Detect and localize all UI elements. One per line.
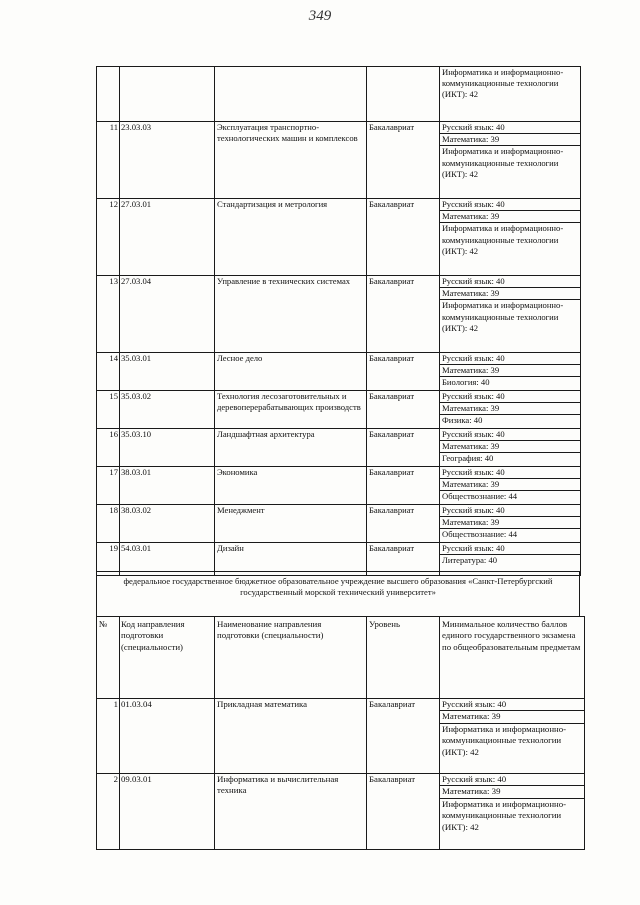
row-number: 16 bbox=[97, 429, 120, 467]
level: Бакалавриат bbox=[367, 429, 440, 467]
direction-name: Эксплуатация транспортно-технологических машин и комплексов bbox=[215, 122, 367, 199]
subject-score: Литература: 40 bbox=[442, 555, 498, 566]
subject-score: Информатика и информационно-коммуникационные технологии (ИКТ): 42 bbox=[442, 723, 567, 757]
direction-code: 35.03.10 bbox=[120, 429, 215, 467]
direction-name: Стандартизация и метрология bbox=[215, 199, 367, 276]
table-row bbox=[97, 505, 581, 543]
level: Бакалавриат bbox=[367, 467, 440, 505]
subject-scores bbox=[440, 199, 581, 276]
subject-score: Математика: 39 bbox=[440, 517, 580, 529]
table-row bbox=[97, 276, 581, 353]
header-name: Наименование направления подготовки (специальности) bbox=[215, 617, 367, 699]
row-number: 2 bbox=[97, 774, 120, 850]
row-number: 12 bbox=[97, 199, 120, 276]
subject-score: Информатика и информационно-коммуникационные технологии (ИКТ): 42 bbox=[442, 300, 564, 333]
subject-score: Русский язык: 40 bbox=[440, 543, 580, 555]
page-number: 349 bbox=[308, 8, 332, 24]
table-row bbox=[97, 391, 581, 429]
subject-score: Биология: 40 bbox=[442, 377, 490, 388]
table-row bbox=[97, 699, 585, 774]
direction-code: 35.03.01 bbox=[120, 353, 215, 391]
subject-score: Русский язык: 40 bbox=[440, 276, 580, 288]
direction-name: Менеджмент bbox=[215, 505, 367, 543]
row-number bbox=[97, 67, 120, 122]
direction-name: Экономика bbox=[215, 467, 367, 505]
subject-score: Информатика и информационно-коммуникационные технологии (ИКТ): 42 bbox=[442, 798, 567, 832]
table-row bbox=[97, 67, 581, 122]
level bbox=[367, 67, 440, 122]
subject-scores bbox=[440, 467, 581, 505]
table-header-row bbox=[97, 617, 585, 699]
subject-score: Русский язык: 40 bbox=[440, 122, 580, 134]
row-number: 13 bbox=[97, 276, 120, 353]
direction-name: Дизайн bbox=[215, 543, 367, 576]
subject-score: Математика: 39 bbox=[440, 403, 580, 415]
direction-code: 38.03.01 bbox=[120, 467, 215, 505]
direction-code: 38.03.02 bbox=[120, 505, 215, 543]
subject-score: Математика: 39 bbox=[440, 211, 580, 223]
row-number: 19 bbox=[97, 543, 120, 576]
level: Бакалавриат bbox=[367, 774, 440, 850]
table-row bbox=[97, 774, 585, 850]
row-number: 1 bbox=[97, 699, 120, 774]
table-row bbox=[97, 429, 581, 467]
subject-score: Физика: 40 bbox=[442, 415, 483, 426]
subject-score: Обществознание: 44 bbox=[442, 491, 518, 502]
subject-score: Русский язык: 40 bbox=[440, 199, 580, 211]
subject-score: Русский язык: 40 bbox=[440, 505, 580, 517]
table-row bbox=[97, 199, 581, 276]
subject-score: Русский язык: 40 bbox=[440, 353, 580, 365]
subject-scores bbox=[440, 122, 581, 199]
level: Бакалавриат bbox=[367, 122, 440, 199]
level: Бакалавриат bbox=[367, 353, 440, 391]
direction-name bbox=[215, 67, 367, 122]
subject-score: Информатика и информационно-коммуникационные технологии (ИКТ): 42 bbox=[442, 67, 564, 100]
direction-code: 27.03.01 bbox=[120, 199, 215, 276]
subject-score: Математика: 39 bbox=[440, 786, 584, 798]
subject-score: Обществознание: 44 bbox=[442, 529, 518, 540]
row-number: 18 bbox=[97, 505, 120, 543]
direction-name: Лесное дело bbox=[215, 353, 367, 391]
direction-code: 35.03.02 bbox=[120, 391, 215, 429]
direction-code bbox=[120, 67, 215, 122]
direction-code: 27.03.04 bbox=[120, 276, 215, 353]
subject-scores bbox=[440, 505, 581, 543]
table-row bbox=[97, 353, 581, 391]
subject-score: Русский язык: 40 bbox=[440, 391, 580, 403]
header-level: Уровень bbox=[367, 617, 440, 699]
header-num: № bbox=[97, 617, 120, 699]
level: Бакалавриат bbox=[367, 543, 440, 576]
level: Бакалавриат bbox=[367, 699, 440, 774]
subject-scores bbox=[440, 276, 581, 353]
organization-heading: федеральное государственное бюджетное образовательное учреждение высшего образования «Санкт-Петербургский государственный морской технический университет» bbox=[96, 571, 580, 617]
admission-table-continued bbox=[96, 66, 581, 576]
subject-scores bbox=[440, 391, 581, 429]
direction-name: Технология лесозаготовительных и деревоперерабатывающих производств bbox=[215, 391, 367, 429]
row-number: 11 bbox=[97, 122, 120, 199]
direction-name: Ландшафтная архитектура bbox=[215, 429, 367, 467]
subject-score: Математика: 39 bbox=[440, 134, 580, 146]
table-row bbox=[97, 122, 581, 199]
subject-score: Математика: 39 bbox=[440, 441, 580, 453]
subject-score: Математика: 39 bbox=[440, 365, 580, 377]
subject-score: Информатика и информационно-коммуникационные технологии (ИКТ): 42 bbox=[442, 223, 564, 256]
header-min-score: Минимальное количество баллов единого государственного экзамена по общеобразовательным предметам bbox=[440, 617, 585, 699]
row-number: 17 bbox=[97, 467, 120, 505]
direction-name: Управление в технических системах bbox=[215, 276, 367, 353]
level: Бакалавриат bbox=[367, 391, 440, 429]
direction-name: Прикладная математика bbox=[215, 699, 367, 774]
level: Бакалавриат bbox=[367, 276, 440, 353]
subject-scores bbox=[440, 429, 581, 467]
direction-code: 54.03.01 bbox=[120, 543, 215, 576]
subject-score: Русский язык: 40 bbox=[440, 467, 580, 479]
subject-scores bbox=[440, 353, 581, 391]
admission-table-smtu bbox=[96, 616, 585, 850]
subject-scores bbox=[440, 699, 585, 774]
subject-score: Математика: 39 bbox=[440, 711, 584, 723]
subject-score: География: 40 bbox=[442, 453, 494, 464]
level: Бакалавриат bbox=[367, 505, 440, 543]
row-number: 14 bbox=[97, 353, 120, 391]
header-code: Код направления подготовки (специальности) bbox=[120, 617, 215, 699]
subject-score: Математика: 39 bbox=[440, 288, 580, 300]
subject-score: Русский язык: 40 bbox=[440, 699, 584, 711]
subject-scores bbox=[440, 774, 585, 850]
direction-name: Информатика и вычислительная техника bbox=[215, 774, 367, 850]
subject-scores bbox=[440, 67, 581, 122]
direction-code: 09.03.01 bbox=[120, 774, 215, 850]
subject-score: Русский язык: 40 bbox=[440, 774, 584, 786]
level: Бакалавриат bbox=[367, 199, 440, 276]
direction-code: 01.03.04 bbox=[120, 699, 215, 774]
subject-score: Информатика и информационно-коммуникационные технологии (ИКТ): 42 bbox=[442, 146, 564, 179]
table-row bbox=[97, 467, 581, 505]
subject-score: Русский язык: 40 bbox=[440, 429, 580, 441]
direction-code: 23.03.03 bbox=[120, 122, 215, 199]
subject-score: Математика: 39 bbox=[440, 479, 580, 491]
row-number: 15 bbox=[97, 391, 120, 429]
